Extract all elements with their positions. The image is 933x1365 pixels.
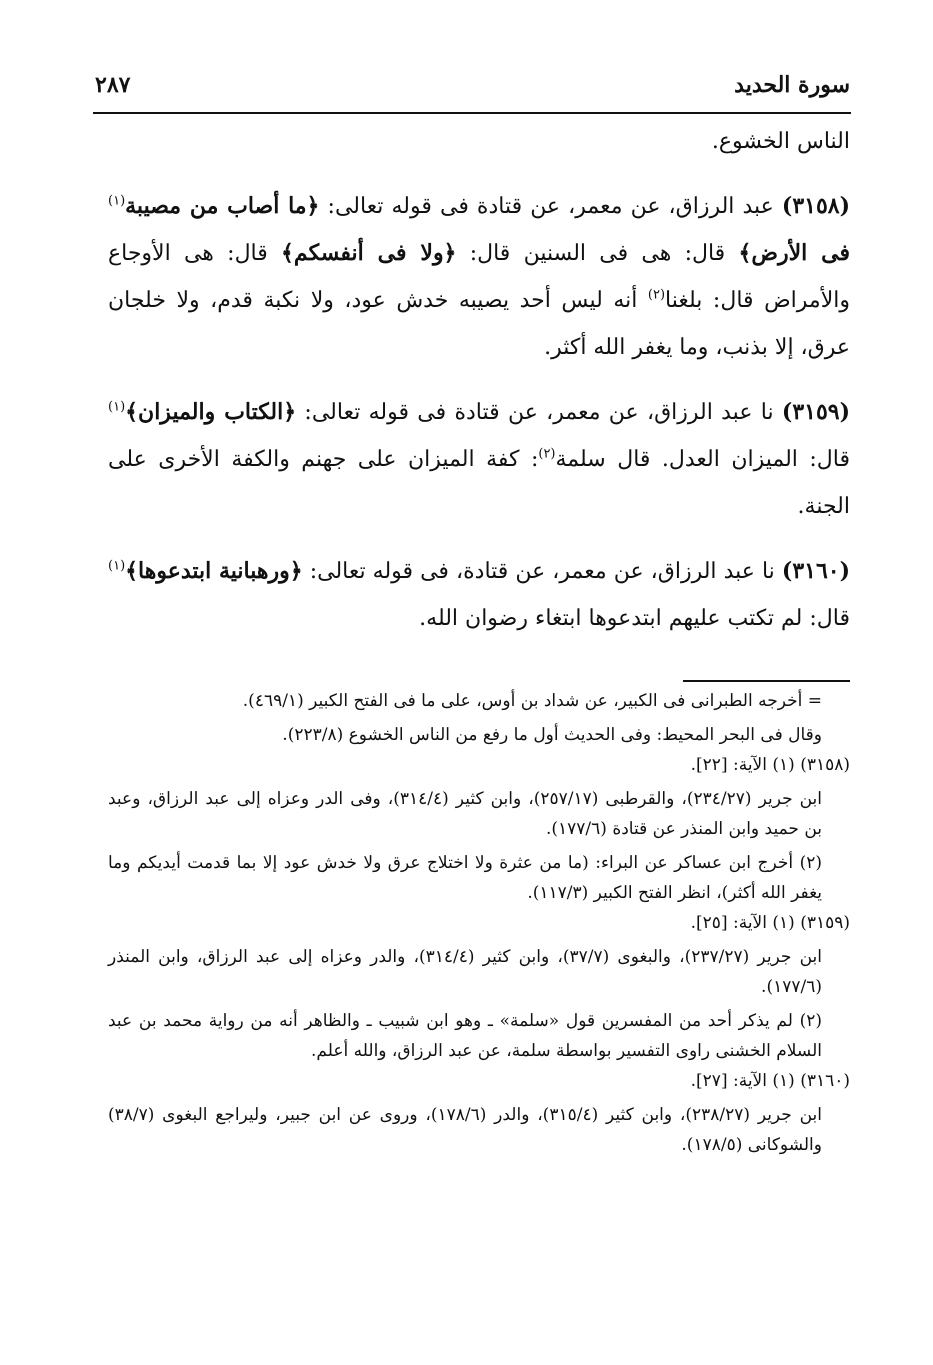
footnote-separator	[683, 680, 850, 682]
entry-text: أنه ليس أحد يصيبه خدش عود، ولا نكبة قدم، ولا خلجان عرق، إلا بذنب، وما يغفر الله أكثر.	[108, 288, 850, 360]
entry-text: قال: الميزان العدل. قال سلمة	[555, 447, 850, 472]
footnote-marker: (٢)	[538, 446, 556, 462]
entry-text: عبد الرزاق، عن معمر، عن قتادة فى قوله تعالى:	[319, 194, 782, 219]
quran-quote: ﴿الكتاب والميزان﴾	[125, 399, 297, 425]
entry-text: نا عبد الرزاق، عن معمر، عن قتادة فى قوله تعالى:	[296, 400, 782, 425]
footnote-line: (٢) لم يذكر أحد من المفسرين قول «سلمة» ـ وهو ابن شبيب ـ والظاهر أنه من رواية محمد بن عبد السلام الخشنى راوى التفسير بواسطة سلمة، عن عبد الرزاق، والله أعلم.	[108, 1011, 822, 1061]
surah-title: سورة الحديد	[734, 72, 850, 98]
footnote-marker: (١)	[108, 193, 126, 209]
footnote-line: ابن جرير (٢٣٤/٢٧)، والقرطبى (٢٥٧/١٧)، وابن كثير (٣١٤/٤)، وفى الدر وعزاه إلى عبد الرزاق، وعبد بن حميد وابن المنذر عن قتادة (١٧٧/٦).	[108, 789, 823, 839]
entry-number: (٣١٥٩)	[781, 399, 850, 425]
quran-quote: ﴿ورهبانية ابتدعوها﴾	[125, 558, 303, 584]
entry-text: نا عبد الرزاق، عن معمر، عن قتادة، فى قوله تعالى:	[302, 559, 782, 584]
footnote-line: = أخرجه الطبرانى فى الكبير، عن شداد بن أوس، على ما فى الفتح الكبير (٤٦٩/١).	[242, 691, 822, 711]
page-header	[95, 65, 850, 105]
footnote-marker: (٢)	[647, 287, 666, 303]
footnote-marker: (١)	[108, 399, 126, 415]
continuation-paragraph: الناس الخشوع.	[711, 129, 850, 154]
entry-text: قال: هى الأوجاع والأمراض قال: بلغنا	[108, 241, 850, 313]
footnote-line: وقال فى البحر المحيط: وفى الحديث أول ما رفع من الناس الخشوع (٢٢٣/٨).	[282, 725, 822, 745]
footnote-line: (٢) أخرج ابن عساكر عن البراء: (ما من عثرة ولا اختلاج عرق ولا خدش عود إلا بما قدمت أيديكم وما يغفر الله أكثر)، انظر الفتح الكبير (١١٧/٣).	[108, 853, 822, 903]
entry-number: (٣١٥٨)	[781, 193, 851, 219]
footnote-marker: (١)	[108, 558, 126, 574]
footnote-line: (٣١٥٩) (١) الآية: [٢٥].	[690, 913, 850, 933]
quran-quote: ﴿ولا فى أنفسكم﴾	[281, 240, 457, 266]
entry-3159	[108, 389, 850, 530]
entry-number: (٣١٦٠)	[781, 558, 850, 584]
footnote-line: (٣١٥٨) (١) الآية: [٢٢].	[690, 755, 850, 775]
footnote-line: (٣١٦٠) (١) الآية: [٢٧].	[690, 1071, 850, 1091]
entry-text: : كفة الميزان على جهنم والكفة الأخرى على الجنة.	[108, 447, 850, 519]
quran-quote: فى الأرض﴾	[738, 240, 850, 266]
header-rule	[93, 112, 851, 114]
quran-quote: ﴿ما أصاب من مصيبة	[125, 193, 320, 219]
footnote-line: ابن جرير (٢٣٨/٢٧)، وابن كثير (٣١٥/٤)، والدر (١٧٨/٦)، وروى عن ابن جبير، وليراجع البغوى (٣٨/٧) والشوكانى (١٧٨/٥).	[108, 1105, 822, 1155]
page-number: ٢٨٧	[95, 72, 131, 98]
entry-3160	[108, 548, 850, 642]
entry-text: قال: هى فى السنين قال:	[456, 241, 739, 266]
footnotes-section	[108, 686, 850, 1160]
main-text	[108, 118, 850, 660]
entry-text: قال: لم تكتب عليهم ابتدعوها ابتغاء رضوان الله.	[419, 606, 850, 631]
entry-3158	[108, 183, 850, 371]
footnote-line: ابن جرير (٢٣٧/٢٧)، والبغوى (٣٧/٧)، وابن كثير (٣١٤/٤)، والدر وعزاه إلى عبد الرزاق، وابن المنذر (١٧٧/٦).	[108, 947, 822, 997]
